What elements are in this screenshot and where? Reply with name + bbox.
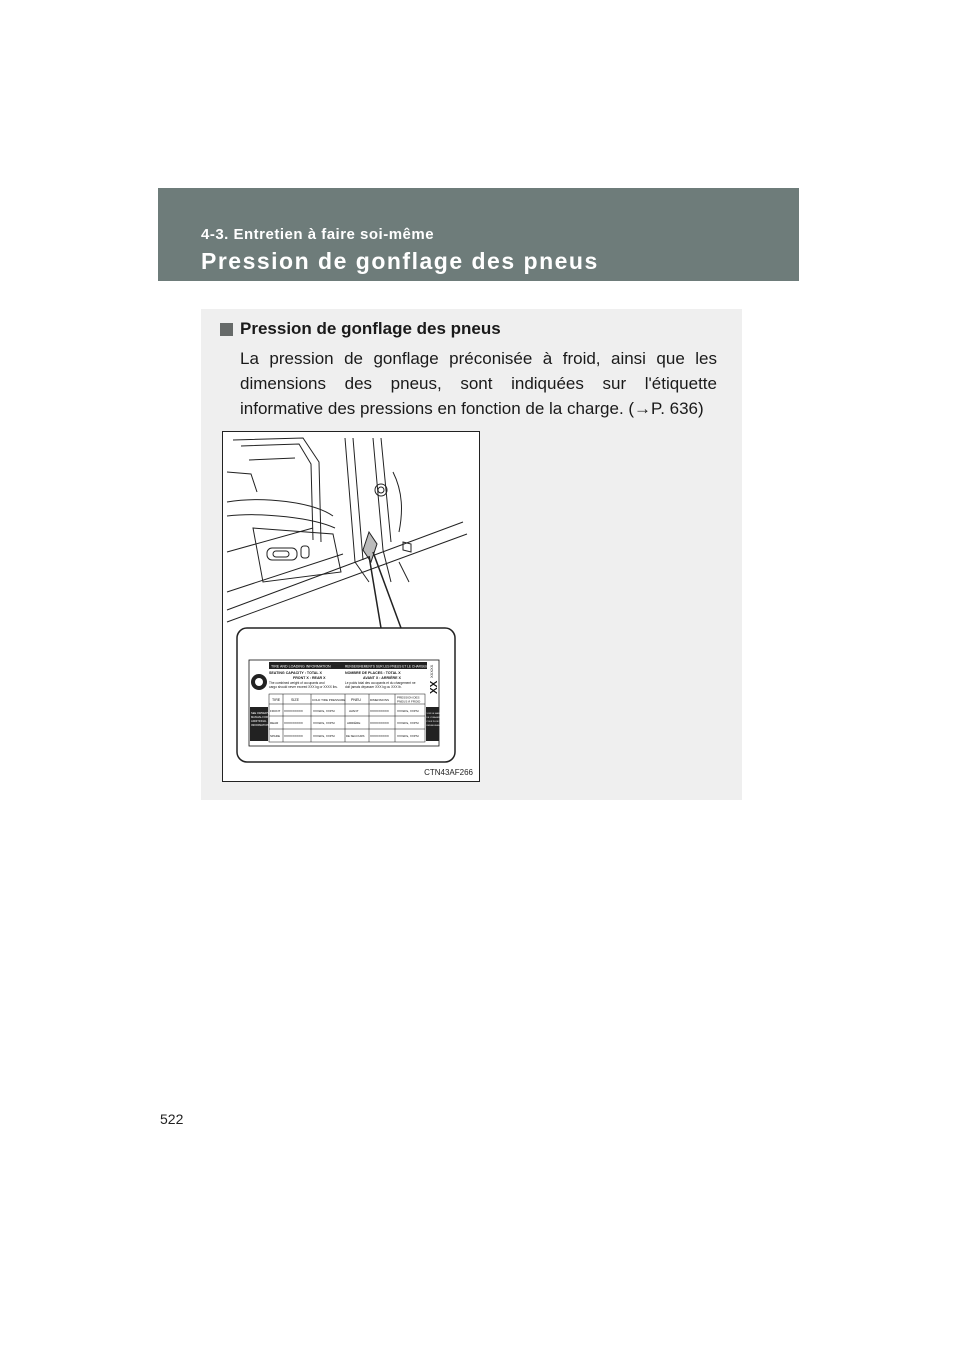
label-text: XXXkPa, XXPSI [397,721,419,725]
label-text: TIRE [272,698,281,702]
section-label: 4-3. Entretien à faire soi-même [201,226,435,243]
label-text: Le poids total des occupants et du chargement ne [345,681,416,685]
label-text: COLD TIRE PRESSURE [312,698,346,702]
label-text: RENSEIGNEMENTS SUR LES PNEUS ET LE CHARGEMENT [345,664,435,669]
label-text: cargo should never exceed XXX kg or XXXX lbs. [269,685,338,689]
label-text: XXXX/XXXXX [370,721,389,725]
label-text: XXXX/XXXXX [284,721,303,725]
figure-code: CTN43AF266 [424,768,473,777]
label-text: INFORMATION [251,724,269,727]
label-text: PRESSION DES [397,695,420,700]
label-text: PNEUS À FROID [397,699,421,704]
label-text: XXXkPa, XXPSI [313,734,335,738]
label-text: doit jamais dépasser XXX kg ou XXX lb. [345,685,402,689]
label-text: MANUAL FOR [251,716,268,719]
label-text: TIRE AND LOADING INFORMATION [271,664,331,669]
page-title: Pression de gonflage des pneus [201,248,599,274]
tire-label-illustration [222,431,480,782]
sub-heading: Pression de gonflage des pneus [240,319,501,338]
label-text: XXXX/XXXXX [370,734,389,738]
label-text: PNEU [351,698,361,702]
label-text: SEE OWNER'S [251,712,270,715]
label-text: DE SECOURS [346,734,365,738]
label-text: FRONT [270,709,281,713]
label-text: The combined weight of occupants and [269,681,325,685]
label-text: XXXkPa, XXPSI [313,709,335,713]
label-text: AVANT [349,709,359,713]
label-text: FRONT X : REAR X [293,676,326,680]
label-text: DIMENSIONS [370,698,390,702]
label-text: XXXX/XXXXX [284,734,303,738]
label-text: REAR [270,721,279,725]
label-text: XXXX/XXXXX [370,709,389,713]
label-text: DE L'USAGER [426,717,440,719]
label-text: POUR PLUS DE [426,721,442,723]
label-text: XXXXX [429,664,434,678]
label-text: XXXX/XXXXX [284,709,303,713]
label-text: ARRIÈRE [347,721,361,725]
label-text: XXXkPa, XXPSI [313,721,335,725]
label-text: SPARE [270,734,280,738]
label-text: SEATING CAPACITY : TOTAL X [269,671,322,675]
label-text: XX [429,680,440,694]
square-bullet-icon [220,323,233,336]
body-paragraph: La pression de gonflage préconisée à froid, ainsi que les dimensions des pneus, sont indiquées sur l'étiquette informative des pressions en fonction de la charge. (→P. 636) [240,349,717,418]
label-text: XXXkPa, XXPSI [397,734,419,738]
label-text: SIZE [291,698,299,702]
label-text: AVANT X : ARRIÈRE X [363,676,401,680]
tire-loading-label [249,660,446,746]
label-text: RENSEIGNEMENTS [426,725,446,727]
label-text: ADDITIONAL [251,720,267,723]
label-text: VOIR LE MANUEL [426,713,444,715]
car-door-sill-drawing [227,438,467,622]
label-text: XXXkPa, XXPSI [397,709,419,713]
page-number: 522 [160,1111,184,1127]
label-text: NOMBRE DE PLACES : TOTAL X [345,671,401,675]
